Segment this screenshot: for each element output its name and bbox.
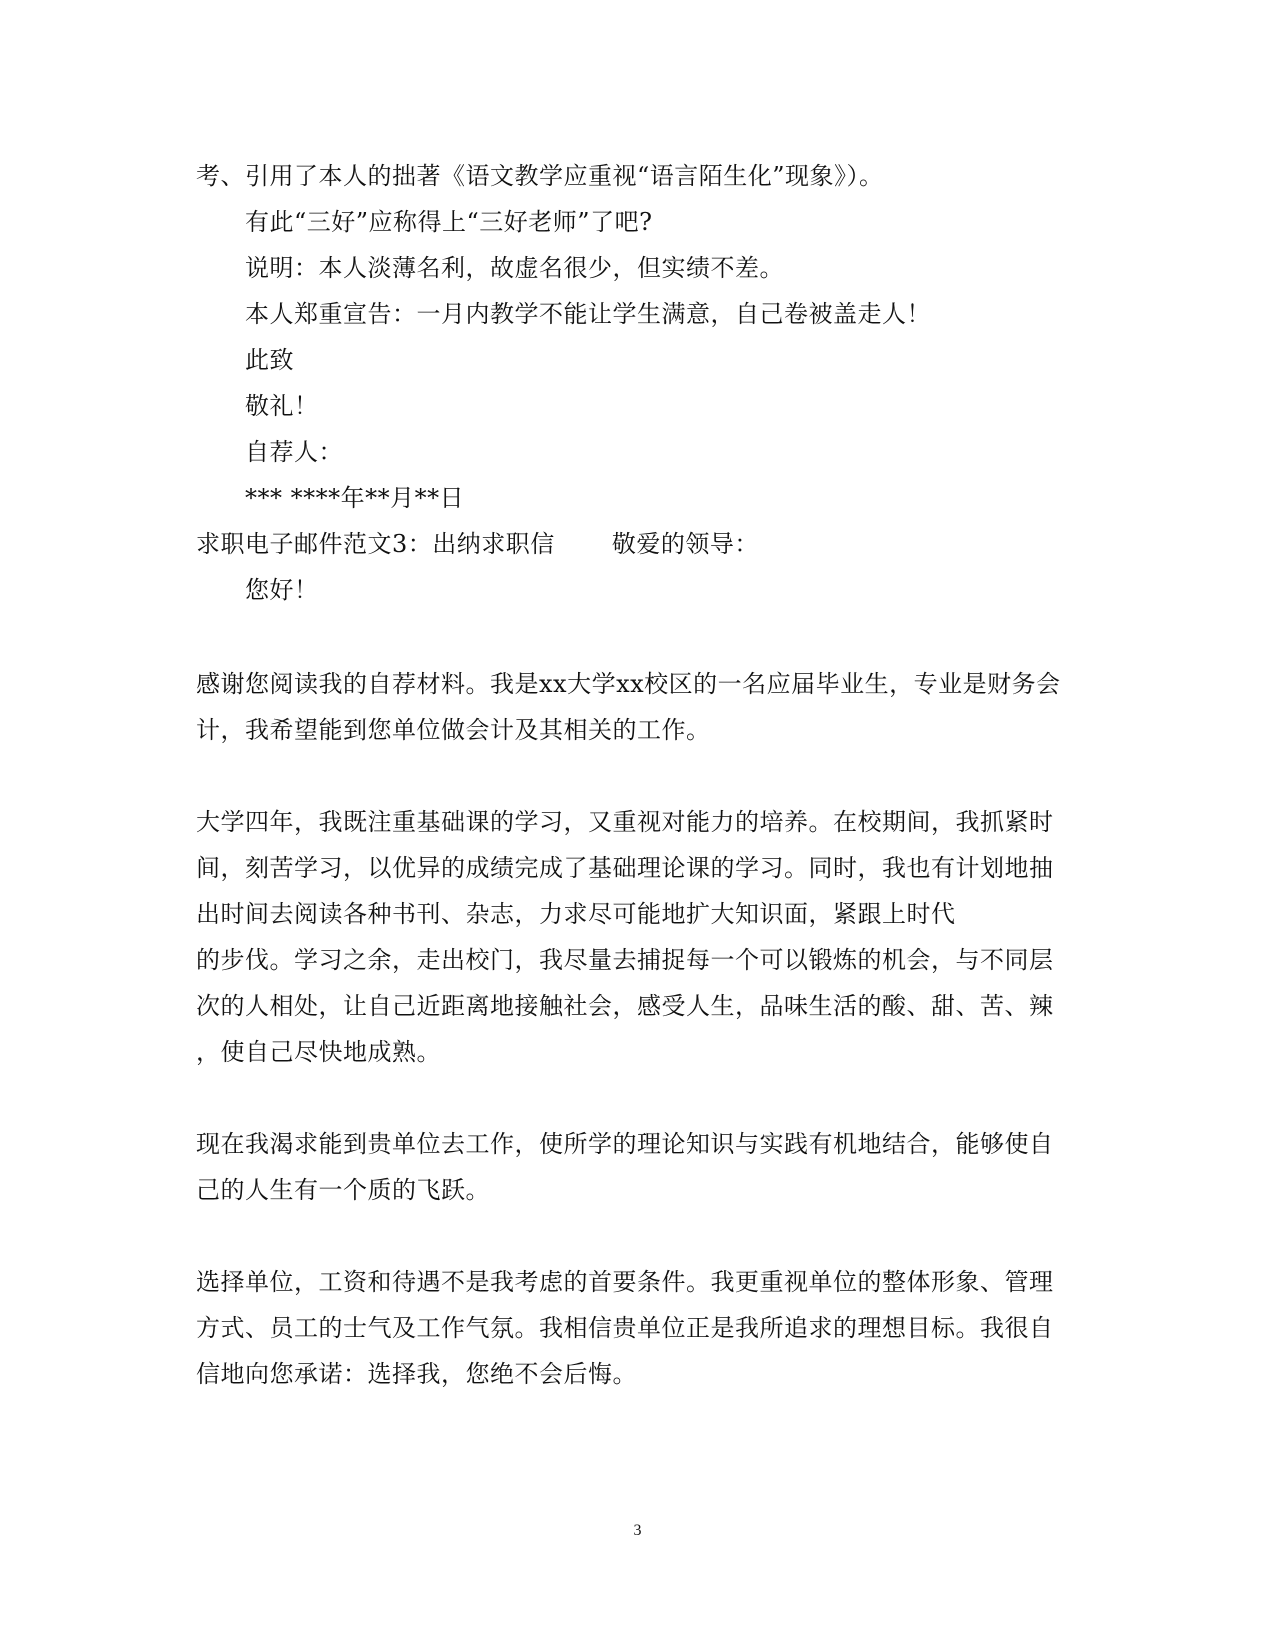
text-line: 自荐人： (245, 438, 343, 466)
text-line: 有此“三好”应称得上“三好老师”了吧? (245, 208, 653, 236)
text-line: 己的人生有一个质的飞跃。 (196, 1176, 490, 1204)
text-line: 计，我希望能到您单位做会计及其相关的工作。 (196, 716, 711, 744)
text-line: 考、引用了本人的拙著《语文教学应重视“语言陌生化”现象》）。 (196, 162, 884, 190)
text-line: ，使自己尽快地成熟。 (196, 1038, 441, 1066)
text-line: *** ****年**月**日 (245, 484, 465, 512)
text-line: 您好！ (245, 576, 319, 604)
text-line: 此致 (245, 346, 294, 374)
text-line: 求职电子邮件范文3：出纳求职信 敬爱的领导： (196, 530, 759, 558)
text-line: 敬礼！ (245, 392, 319, 420)
text-line: 方式、员工的士气及工作气氛。我相信贵单位正是我所追求的理想目标。我很自 (196, 1314, 1054, 1342)
text-line: 本人郑重宣告：一月内教学不能让学生满意，自己卷被盖走人！ (245, 300, 931, 328)
text-line: 大学四年，我既注重基础课的学习，又重视对能力的培养。在校期间，我抓紧时 (196, 808, 1054, 836)
text-line: 出时间去阅读各种书刊、杂志，力求尽可能地扩大知识面，紧跟上时代 (196, 900, 956, 928)
page-number: 3 (633, 1522, 642, 1539)
text-line: 说明：本人淡薄名利，故虚名很少，但实绩不差。 (245, 254, 784, 282)
text-line: 现在我渴求能到贵单位去工作，使所学的理论知识与实践有机地结合，能够使自 (196, 1130, 1054, 1158)
text-line: 的步伐。学习之余，走出校门，我尽量去捕捉每一个可以锻炼的机会，与不同层 (196, 946, 1054, 974)
text-line: 选择单位，工资和待遇不是我考虑的首要条件。我更重视单位的整体形象、管理 (196, 1268, 1054, 1296)
text-line: 感谢您阅读我的自荐材料。我是xx大学xx校区的一名应届毕业生，专业是财务会 (196, 670, 1061, 698)
text-line: 间，刻苦学习，以优异的成绩完成了基础理论课的学习。同时，我也有计划地抽 (196, 854, 1054, 882)
text-line: 次的人相处，让自己近距离地接触社会，感受人生，品味生活的酸、甜、苦、辣 (196, 992, 1054, 1020)
text-line: 信地向您承诺：选择我，您绝不会后悔。 (196, 1360, 637, 1388)
